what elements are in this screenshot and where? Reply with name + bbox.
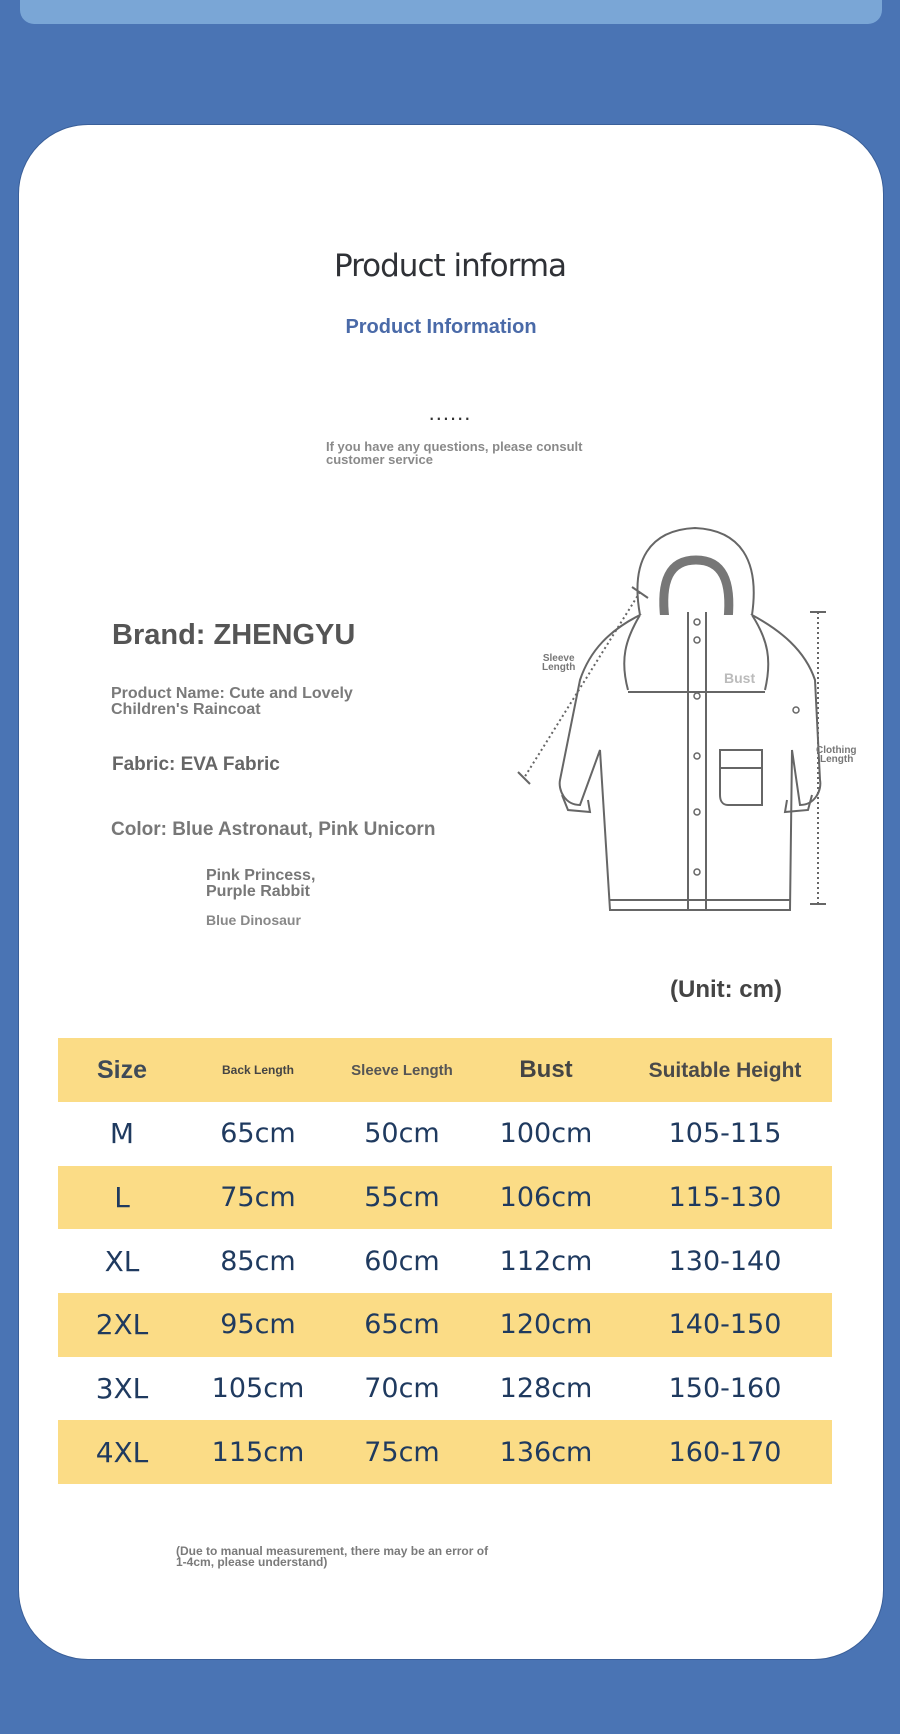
color-label-line2: Pink Princess, Purple Rabbit [206, 867, 316, 900]
color-label: Color: Blue Astronaut, Pink Unicorn [111, 819, 436, 840]
size-cell: M [109, 1117, 135, 1151]
brand-label: Brand: ZHENGYU [112, 619, 356, 651]
height-cell: 115-130 [668, 1181, 782, 1213]
bust-cell: 112cm [499, 1245, 593, 1277]
sleeve-length-cell: 60cm [364, 1245, 440, 1277]
bust-cell: 100cm [499, 1118, 593, 1150]
divider-dots: ...... [428, 400, 472, 425]
bust-cell: 120cm [499, 1309, 593, 1341]
header-back-length: Back Length [221, 1063, 294, 1077]
header-bust: Bust [519, 1056, 573, 1083]
section-title: Product informa [333, 248, 567, 284]
sleeve-length-cell: 55cm [364, 1181, 440, 1213]
size-cell: 4XL [95, 1435, 149, 1469]
section-subtitle: Product Information [345, 316, 537, 338]
back-length-cell: 115cm [211, 1436, 305, 1468]
unit-label: (Unit: cm) [670, 976, 782, 1003]
back-length-cell: 75cm [220, 1181, 296, 1213]
back-length-cell: 95cm [220, 1309, 296, 1341]
color-label-line3: Blue Dinosaur [206, 912, 301, 928]
height-cell: 140-150 [668, 1309, 782, 1341]
size-cell: 2XL [95, 1308, 149, 1342]
size-chart-table [58, 1038, 832, 1484]
size-cell: 3XL [95, 1371, 149, 1405]
sleeve-length-label: Sleeve Length [542, 653, 576, 673]
bust-cell: 106cm [499, 1181, 593, 1213]
table-row [58, 1229, 832, 1293]
bust-cell: 136cm [499, 1436, 593, 1468]
height-cell: 130-140 [668, 1245, 782, 1277]
bust-label: Bust [724, 670, 756, 686]
header-sleeve-length: Sleeve Length [351, 1061, 453, 1079]
size-cell: XL [104, 1244, 140, 1278]
table-row [58, 1293, 832, 1357]
sleeve-length-cell: 50cm [364, 1118, 440, 1150]
table-row [58, 1420, 832, 1484]
table-header-row [58, 1038, 832, 1102]
product-name-label: Product Name: Cute and Lovely Children's Raincoat [111, 685, 353, 718]
customer-service-note: If you have any questions, please consult customer service [326, 439, 583, 467]
header-size: Size [96, 1055, 148, 1084]
back-length-cell: 85cm [220, 1245, 296, 1277]
top-banner-edge [20, 0, 882, 24]
height-cell: 150-160 [668, 1372, 782, 1404]
table-row [58, 1166, 832, 1230]
table-row [58, 1102, 832, 1166]
measurement-footnote: (Due to manual measurement, there may be an error of 1-4cm, please understand) [176, 1544, 489, 1569]
height-cell: 160-170 [668, 1436, 782, 1468]
size-cell: L [114, 1180, 130, 1214]
table-row [58, 1357, 832, 1421]
bust-cell: 128cm [499, 1372, 593, 1404]
sleeve-length-cell: 75cm [364, 1436, 440, 1468]
back-length-cell: 105cm [211, 1372, 305, 1404]
height-cell: 105-115 [668, 1118, 782, 1150]
fabric-label: Fabric: EVA Fabric [112, 754, 280, 775]
clothing-length-label: Clothing Length [816, 745, 857, 765]
header-suitable-height: Suitable Height [648, 1058, 802, 1082]
back-length-cell: 65cm [220, 1118, 296, 1150]
sleeve-length-cell: 65cm [364, 1309, 440, 1341]
raincoat-diagram [510, 520, 870, 920]
sleeve-length-cell: 70cm [364, 1372, 440, 1404]
